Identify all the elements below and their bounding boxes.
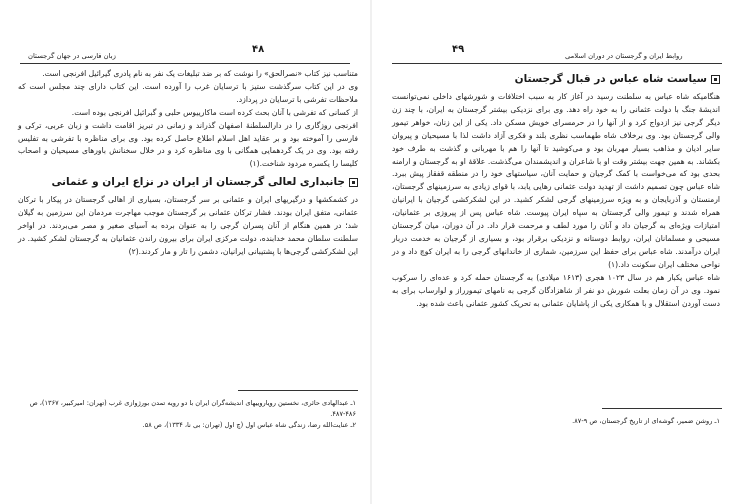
left-paragraph-3: از کسانی که تفرشی با آنان بحث کرده است ماکارییوس حلبی و گبرائیل افرنجی بوده است. bbox=[71, 107, 358, 117]
heading-bullet-icon bbox=[711, 75, 720, 84]
left-footnote-rule bbox=[238, 390, 358, 391]
right-paragraph-2: شاه عباس یکبار هم در سال ۱۰۲۳ هجری (۱۶۱۳ میلادی) به گرجستان حمله کرد و عده‌ای را سرکوب نمود. وی در آن زمان بعلت شورش دو نفر از شاهزادگان گرجی به نامهای تیمورراز و لوارساب برای به دست آوردن استقلال و با همکاری یکی از پاشایان عثمانی به تحریک کشور عثمانی باعث شده بود. bbox=[392, 272, 720, 308]
right-section-heading-text: سیاست شاه عباس در قبال گرجستان bbox=[514, 73, 707, 85]
left-section-heading bbox=[18, 175, 358, 190]
right-page-number: ۴۹ bbox=[452, 44, 465, 55]
left-page-number: ۴۸ bbox=[252, 44, 265, 55]
left-paragraph-1: متناسب نیز کتاب «نصرالحق» را نوشت که بر ضد تبلیغات یک نفر به نام پادری گیرائیل افرنجی است. bbox=[42, 69, 358, 78]
right-page bbox=[392, 38, 720, 468]
left-section-heading-text: جانبداری لعالی گرجستان از ایران در نزاع ایران و عثمانی bbox=[51, 176, 345, 189]
page-gutter bbox=[370, 0, 372, 504]
left-paragraph-2: وی در این کتاب سرگذشت ستیز با ترسایان غرب را آورده است. این کتاب دارای چند مجلس است که ملاحظات تفرشی با ترسایان در پردازد. bbox=[18, 81, 358, 104]
right-footnote-1: ۱ـ روشن ضمیر، گوشه‌ای از تاریخ گرجستان، ص ۹-۸۷. bbox=[572, 417, 720, 425]
left-running-head: زبان فارسی در جهان گرجستان bbox=[28, 52, 116, 60]
right-footnotes bbox=[392, 416, 720, 427]
left-paragraph-5: در کشمکشها و درگیریهای ایران و عثمانی بر سر گرجستان، بسیاری از اهالی گرجستان در پیکار با ترکان عثمانی، متفق ایران بودند. فشار ترکان عثمانی بر گرجستان موجب مهاجرت مردمان این سرزمین به گیلان شد؛ در همین هنگام از آنان پسران گرجی را به عنوان برده به آسیای صغیر و مصر می‌بردند. در اواخر سلطنت سلطان محمد خدابنده، دولت مرکزی ایران برای بیرون راندن عثمانیان به گرجستان لشکر کشید. در این لشکرکشی گرجی‌ها با پشتیبانی ایرانیان، دشمن را تار و مار کردند.(۲) bbox=[18, 195, 358, 256]
right-section-heading bbox=[392, 72, 720, 87]
left-footnote-1: ۱ـ عبدالهادی حائری، نخستین رویاروییهای اندیشه‌گران ایران با دو رویه تمدن بورژوازی غرب (تهران: امیرکبیر، ۱۳۶۷)، ص ۴۸۶-۴۸۷. bbox=[29, 399, 356, 418]
right-paragraph-1: هنگامیکه شاه عباس به سلطنت رسید در آغاز کار به سبب اختلافات و شورشهای داخلی نمی‌توانست اندیشهٔ جنگ با دولت عثمانی را به خود راه دهد. وی برای نزدیکی بیشتر گرجستان به ایران، با چند زن دیگر گرجی نیز ازدواج کرد و از آنها را در حرمسرای خویش مسکن داد. یکی از این زنان، خواهر تیمور والی گرجستان بود. وی برخلاف شاه طهماسب نظری بلند و فکری آزاد داشت لذا با مسیحیان و پیروان سایر ادیان و مذاهب بسیار مهربان بود و می‌کوشید تا آنها را هم با مهربانی و گذشت به طرف خود بکشاند. به همین جهت بیشتر وقت او با شاعران و اندیشمندان می‌گذشت. علاقهٔ او به گرجستان و ارامنه بحدی بود که می‌خواست با کمک گرجیان و حمایت آنان، سیاستهای خود را در منطقه قفقاز پیش ببرد. شاه عباس چون تصمیم داشت از تهدید دولت عثمانی رهایی یابد، با قوای زیادی به سرزمینهای گرجستان، ارمنستان و آذربایجان و به ویژه سرزمینهای گرجی لشکر کشید. در این لشکرکشی گرجیان با ایرانیان همراه شدند و تیمور والی گرجستان به سپاه ایران پیوست. شاه عباس پس از پیروزی بر عثمانیان، امتیازات ویژه‌ای به گرجیان داد و آنان را مورد لطف و مرحمت قرار داد. در آن دوران، میان گرجستان مسیحی و مسلمانان ایران، روابط دوستانه و نزدیکی برقرار بود، و بسیاری از گرجیان به خدمت دربار ایران درآمدند. شاه عباس برای حفظ این سرزمین، شماری از خاندانهای گرجی را به ایران کوچ داد و در نواحی مختلف ایران سکونت داد.(۱) bbox=[392, 92, 720, 269]
left-page-body bbox=[18, 68, 358, 259]
left-footnote-2: ۲ـ عنایت‌الله رضا، زندگی شاه عباس اول (چ اول (تهران: بی نا، ۱۳۳۴)، ص ۵۸. bbox=[142, 421, 356, 429]
right-page-body bbox=[392, 68, 720, 310]
right-running-head: روابط ایران و گرجستان در دوران اسلامی bbox=[565, 52, 683, 60]
right-footnote-rule bbox=[602, 408, 722, 409]
left-footnotes bbox=[18, 398, 356, 431]
heading-bullet-icon bbox=[349, 178, 358, 187]
left-paragraph-4: افرنجی روزگاری را در دارالسلطنهٔ اصفهان گذراند و زمانی در تبریز اقامت داشت و زبان عربی، ترکی و فارسی را آموخته بود و بر عقاید اهل اسلام اطلاع حاصل کرده بود. وی برای مناظره با تفرشی به تفلیس رفته بود. وی در یک گردهمایی همگانی با وی مناظره کرد و در خلال سخنانش باورهای مسیحیان و اصحاب کلیسا را یکسره مردود شناخت.(۱) bbox=[18, 120, 358, 169]
